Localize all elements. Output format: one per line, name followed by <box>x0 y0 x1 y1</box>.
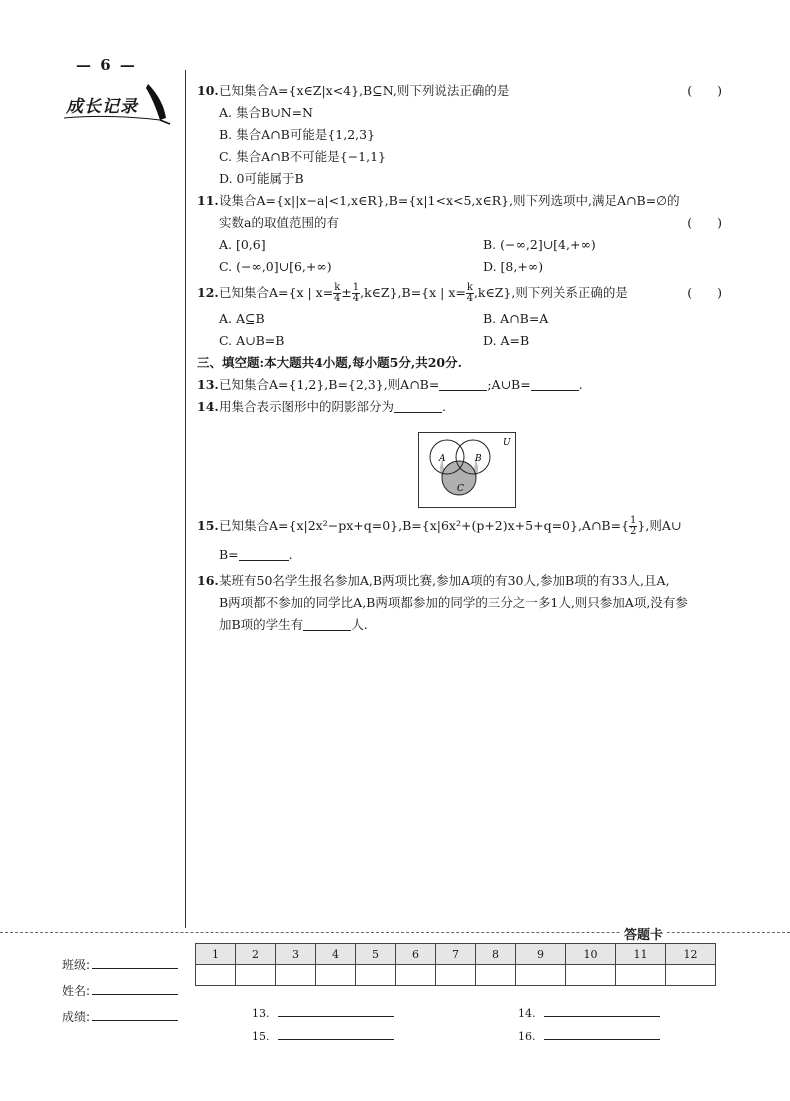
answer-cell[interactable] <box>196 965 236 986</box>
logo-text: 成长记录 <box>66 97 138 117</box>
stem-part-b: ,k∈Z},B={x | x= <box>360 285 466 300</box>
question-number: 15. <box>197 518 219 533</box>
question-16-line2: B两项都不参加的同学比A,B两项都参加的同学的三分之一多1人,则只参加A项,没有参 <box>219 595 688 610</box>
grid-col-9: 9 <box>516 944 566 965</box>
fill-answer-13[interactable] <box>252 1004 394 1020</box>
section-heading: 三、填空题:本大题共4小题,每小题5分,共20分. <box>197 355 462 370</box>
grid-answer-row <box>196 965 716 986</box>
score-label: 成绩: <box>62 1010 91 1024</box>
option-d: D. A=B <box>483 333 530 348</box>
fill-line[interactable] <box>278 1004 394 1017</box>
fraction-1-over-4: $\frac{1}{4}$ <box>352 282 360 304</box>
questions-area <box>197 80 732 418</box>
answer-cell[interactable] <box>436 965 476 986</box>
option-d: D. [8,+∞) <box>483 259 544 274</box>
option-b: B. 集合A∩B可能是{1,2,3} <box>219 127 376 142</box>
class-field[interactable] <box>62 956 178 973</box>
fill-line[interactable] <box>544 1027 660 1040</box>
stem-part-a: 已知集合A={x | x= <box>219 285 334 300</box>
option-a: A. A⊆B <box>219 311 265 326</box>
question-10 <box>197 80 732 102</box>
stem-line2: B= <box>219 547 239 562</box>
option-d: D. 0可能属于B <box>219 171 304 186</box>
answer-cell[interactable] <box>666 965 716 986</box>
answer-grid <box>195 943 716 986</box>
question-15 <box>197 512 732 540</box>
option-b: B. A∩B=A <box>483 311 549 326</box>
answer-cell[interactable] <box>616 965 666 986</box>
stem-part-b: ;A∪B= <box>487 377 531 392</box>
answer-blank[interactable] <box>439 376 487 391</box>
fill-label: 14. <box>518 1007 536 1020</box>
question-16-line3 <box>197 614 732 636</box>
answer-blank[interactable] <box>531 376 579 391</box>
question-15-line2 <box>197 544 732 566</box>
margin-divider <box>185 70 186 928</box>
venn-diagram <box>418 432 516 508</box>
label-a: A <box>439 454 446 464</box>
score-line[interactable] <box>92 1008 178 1021</box>
answer-cell[interactable] <box>356 965 396 986</box>
stem-part-a: 已知集合A={1,2},B={2,3},则A∩B= <box>219 377 440 392</box>
answer-paren: ( ) <box>687 215 722 230</box>
question-number: 13. <box>197 377 219 392</box>
grid-col-7: 7 <box>436 944 476 965</box>
fill-label: 15. <box>252 1030 270 1043</box>
label-u: U <box>503 438 511 448</box>
name-field[interactable] <box>62 982 178 999</box>
score-field[interactable] <box>62 1008 178 1025</box>
quill-feather-icon <box>60 80 178 126</box>
grid-col-10: 10 <box>566 944 616 965</box>
question-stem: 已知集合A={x|2x²−px+q=0},B={x|6x²+(p+2)x+5+q=0},A∩B={ <box>219 518 630 533</box>
venn-svg <box>419 433 515 507</box>
options-row <box>197 256 732 278</box>
fill-label: 16. <box>518 1030 536 1043</box>
stem-end: . <box>442 399 446 414</box>
fill-label: 13. <box>252 1007 270 1020</box>
name-label: 姓名: <box>62 984 91 998</box>
grid-col-6: 6 <box>396 944 436 965</box>
fill-line[interactable] <box>278 1027 394 1040</box>
stem-line1: 某班有50名学生报名参加A,B两项比赛,参加A项的有30人,参加B项的有33人,且A, <box>219 573 670 588</box>
option-a: A. [0,6] <box>219 237 266 252</box>
stem-line3b: 人. <box>351 617 368 632</box>
label-b: B <box>475 454 482 464</box>
fill-answer-15[interactable] <box>252 1027 394 1043</box>
answer-cell[interactable] <box>396 965 436 986</box>
answer-cell[interactable] <box>476 965 516 986</box>
grid-col-3: 3 <box>276 944 316 965</box>
options-row <box>197 330 732 352</box>
answer-cell[interactable] <box>566 965 616 986</box>
grid-col-1: 1 <box>196 944 236 965</box>
fraction-k-over-4: $\frac{k}{4}$ <box>466 282 474 304</box>
stem-part-c: . <box>578 377 583 392</box>
fill-answer-16[interactable] <box>518 1027 660 1043</box>
fraction-k-over-4: $\frac{k}{4}$ <box>334 282 341 304</box>
stem-part-c: ,k∈Z},则下列关系正确的是 <box>473 285 628 300</box>
name-line[interactable] <box>92 982 178 995</box>
question-number: 12. <box>197 285 219 300</box>
answer-blank[interactable] <box>239 546 289 561</box>
answer-blank[interactable] <box>303 616 351 631</box>
option-c: C. (−∞,0]∪[6,+∞) <box>219 259 332 274</box>
answer-blank[interactable] <box>394 398 442 413</box>
question-number: 10. <box>197 83 219 98</box>
option-c: C. A∪B=B <box>219 333 285 348</box>
grid-col-4: 4 <box>316 944 356 965</box>
options-row <box>197 308 732 330</box>
fraction-half: $\frac{1}{2}$ <box>630 515 637 537</box>
fill-line[interactable] <box>544 1004 660 1017</box>
grid-header-row <box>196 944 716 965</box>
answer-cell[interactable] <box>516 965 566 986</box>
fill-answer-14[interactable] <box>518 1004 660 1020</box>
grid-col-2: 2 <box>236 944 276 965</box>
option-c: C. 集合A∩B不可能是{−1,1} <box>219 149 387 164</box>
class-label: 班级: <box>62 958 91 972</box>
question-stem-2: 实数a的取值范围的有 <box>219 215 339 230</box>
answer-paren: ( ) <box>687 285 722 300</box>
question-number: 16. <box>197 573 219 588</box>
stem-line3a: 加B项的学生有 <box>219 617 304 632</box>
question-12 <box>197 278 732 308</box>
question-stem: 已知集合A={x∈Z|x<4},B⊆N,则下列说法正确的是 <box>219 83 510 98</box>
plus-minus: ± <box>341 285 352 300</box>
question-11-line2 <box>197 212 732 234</box>
page-number: — 6 — <box>76 56 137 74</box>
answer-card-title: 答题卡 <box>620 924 667 943</box>
cut-line <box>0 932 790 933</box>
question-stem: 设集合A={x||x−a|<1,x∈R},B={x|1<x<5,x∈R},则下列选项中,满足A∩B=∅的 <box>219 193 680 208</box>
answer-cell[interactable] <box>276 965 316 986</box>
question-11 <box>197 190 732 212</box>
question-number: 11. <box>197 193 219 208</box>
stem-end: . <box>288 547 293 562</box>
grid-col-8: 8 <box>476 944 516 965</box>
options-row <box>197 234 732 256</box>
question-13 <box>197 374 732 396</box>
grid-col-11: 11 <box>616 944 666 965</box>
class-line[interactable] <box>92 956 178 969</box>
label-c: C <box>457 484 464 494</box>
question-16 <box>197 570 732 592</box>
grid-col-12: 12 <box>666 944 716 965</box>
question-stem: 用集合表示图形中的阴影部分为 <box>219 399 395 414</box>
option-b: B. (−∞,2]∪[4,+∞) <box>483 237 596 252</box>
answer-cell[interactable] <box>316 965 356 986</box>
questions-area-2 <box>197 512 732 636</box>
question-14 <box>197 396 732 418</box>
answer-paren: ( ) <box>687 83 722 98</box>
option-a: A. 集合B∪N=N <box>219 105 313 120</box>
answer-cell[interactable] <box>236 965 276 986</box>
stem-end: },则A∪ <box>637 518 682 533</box>
question-number: 14. <box>197 399 219 414</box>
growth-record-logo <box>60 80 178 126</box>
grid-col-5: 5 <box>356 944 396 965</box>
